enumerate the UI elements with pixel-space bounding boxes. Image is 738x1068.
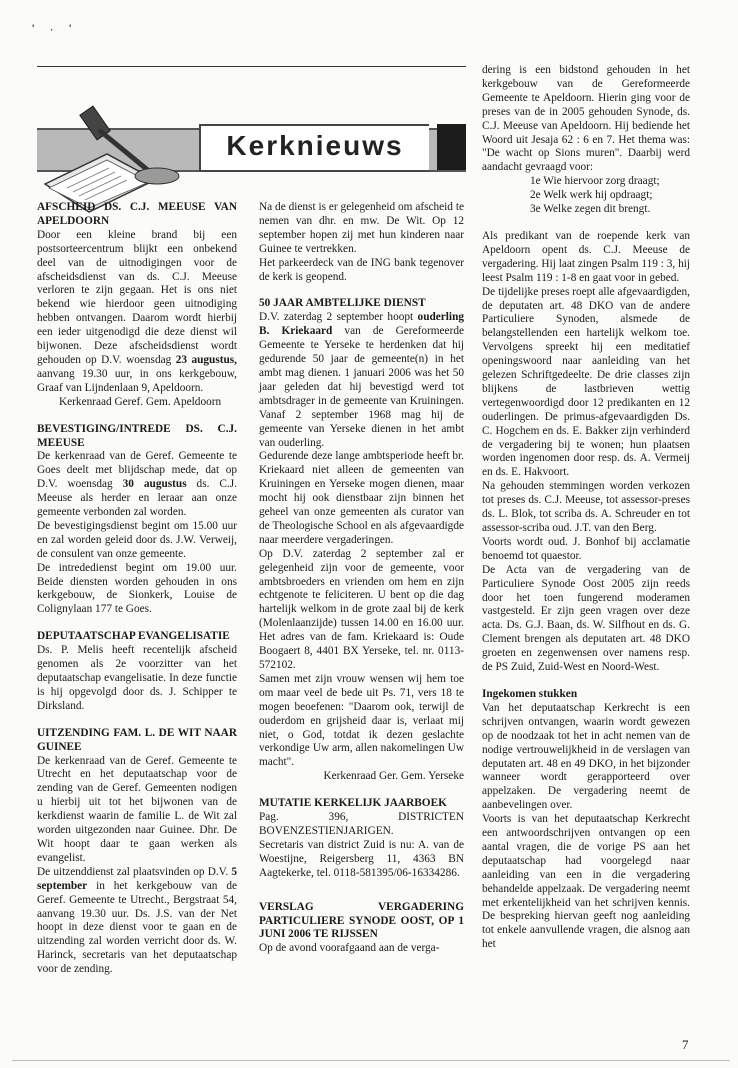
paragraph: De intrededienst begint om 19.00 uur. Beide diensten worden gehouden in ons kerkgebouw, de Sionkerk, Louise de Colignylaan 177 te Goes. (37, 561, 237, 616)
text-bold: 23 augustus, (175, 353, 237, 366)
heading-deputaatschap: DEPUTAATSCHAP EVANGELISATIE (37, 630, 230, 643)
banner-title: Kerknieuws (226, 130, 404, 161)
text: in het kerkgebouw van de Geref. Gemeente te Utrecht., Bergstraat 54, aanvang 19.30 uur. Ds. J.S. van der Net hoopt in deze dienst voor te gaan en de uitzending zal worden verricht door ds. W. Harinck, secretaris van het deputaatschap voor de zending. (37, 879, 237, 976)
column-1 (37, 201, 237, 977)
section-banner (37, 84, 466, 214)
heading-verslag: VERSLAG VERGADERING PARTICULIERE SYNODE OOST, OP 1 JUNI 2006 TE RIJSSEN (259, 900, 464, 941)
text-bold: ouderling B. Kriekaard (259, 311, 464, 338)
list-item: 1e Wie hiervoor zorg draagt; (530, 175, 660, 188)
text: aanvang 19.30 uur, in ons kerkgebouw, Graaf van Lijndenlaan 9, Apeldoorn. (37, 367, 237, 394)
paragraph: Op D.V. zaterdag 2 september zal er gelegenheid zijn voor de gemeente, voor ambtsbroeders en vrienden om hem en zijn echtgenote te feliciteren. U bent op die dag hartelijk welkom in de grote zaal bij de kerk (Molenlaanzijde) tussen 14.00 en 16.00 uur. Het adres van de fam. Kriekaard is: Oude Boogaert 8, 4401 BX Yerseke, tel. nr. 0113-572102. (259, 547, 464, 671)
paragraph: Secretaris van district Zuid is nu: A. van de Woestijne, Reigersberg 11, 4363 BN Aagtekerke, tel. 0118-581395/06-16334286. (259, 838, 464, 879)
list-item: 3e Welke zegen dit brengt. (530, 203, 651, 216)
text: van de Gereformeerde Gemeente te Yerseke te herdenken dat hij gedurende 50 jaar de gemeente(n) in het ambt mag dienen. 1 januari 2006 was het 50 jaar geleden dat hij bevestigd werd tot ambtsdrager in de gemeente van Kruiningen. Vanaf 2 september 1968 mag hij de gemeente van Yerseke dienen in het ambt van ouderling. (259, 325, 464, 449)
paragraph: dering is een bidstond gehouden in het kerkgebouw van de Gereformeerde Gemeente te Apeldoorn. Hierin ging voor de preses van de in 2005 gehouden Synode, ds. C.J. Meeuse van Apeldoorn. Hij bediende het Woord uit Jesaja 62 : 6 en 7. Het thema was: "De wacht op Sions muren". Daarbij werd aandacht gevraagd voor: (482, 64, 690, 174)
heading-afscheid: AFSCHEID DS. C.J. MEEUSE VAN APELDOORN (37, 201, 237, 227)
text: Door een kleine brand bij een postsorteercentrum blijkt een onbekend deel van de uitnodigingen voor de afscheidsdienst van ds. C.J. Meeuse verloren te zijn gegaan. Het is ons niet bekend wie hierdoor geen uitnodiging hebben ontvangen. Daarom wordt hierbij een ieder uitgenodigd die deze dienst wil bijwonen. Deze afscheidsdienst wordt gehouden op D.V. woensdag (37, 228, 237, 366)
banner-title-box (199, 124, 429, 172)
text: D.V. zaterdag 2 september hoopt (259, 311, 418, 324)
paragraph (37, 229, 237, 396)
paragraph: Pag. 396, DISTRICTEN BOVENZESTIENJARIGEN. (259, 811, 464, 837)
text: De kerkenraad van de Geref. Gemeente te Goes deelt met blijdschap mede, dat op D.V. woensdag (37, 450, 237, 491)
text-bold: 5 september (37, 865, 237, 892)
list-item: 2e Welk werk hij opdraagt; (530, 189, 653, 202)
text: De uitzenddienst zal plaatsvinden op D.V. (37, 865, 232, 878)
paragraph: De Acta van de vergadering van de Particuliere Synode Oost 2005 zijn reeds door het toen fungerend moderamen vastgesteld. Er zijn geen vragen over deze acta. Ds. G.J. Baan, ds. W. Silfhout en ds. G. Clement brengen als deputaten art. 48 DKO groeten en zegenwensen over namens resp. de PS Zuid, Zuid-West en Noord-West. (482, 563, 690, 674)
paragraph: Gedurende deze lange ambtsperiode heeft br. Kriekaard niet alleen de gemeenten van Kruiningen en Yerseke mogen dienen, maar mocht hij ook dienstbaar zijn binnen het geheel van onze gemeenten als curator van de Theologische School en als afgevaardigde naar meerdere vergaderingen. (259, 450, 464, 546)
heading-50-jaar: 50 JAAR AMBTELIJKE DIENST (259, 297, 426, 310)
text-bold: 30 augustus (122, 478, 187, 491)
text: ds. C.J. Meeuse als herder en leraar aan onze gemeente verbonden zal worden. (37, 478, 237, 519)
paragraph: Het parkeerdeck van de ING bank tegenover de kerk is geopend. (259, 256, 464, 283)
signature: Kerkenraad Ger. Gem. Yerseke (323, 770, 464, 783)
paragraph (37, 450, 237, 520)
paragraph: Na gehouden stemmingen worden verkozen tot preses ds. C.J. Meeuse, tot assessor-preses ds. L. Blok, tot scriba ds. A. Schreuder en tot assessor-scriba oud. J.T. van den Berg. (482, 480, 690, 534)
paragraph: De tijdelijke preses roept alle afgevaardigden, de deputaten art. 48 DKO van de andere Particuliere Synoden, alsmede de belangstellenden een hartelijk welkom toe. Vervolgens spreekt hij een meditatief openingswoord naar aanleiding van het gelezen Schriftgedeelte. De drie classes zijn blijkens de lastbrieven wettig vertegenwoordigd door 12 predikanten en 12 ouderlingen. De primus-afgevaardigden Ds. C. Hogchem en ds. E. Bakker zijn verhinderd de vergadering bij te wonen; hun plaatsen worden ingenomen door resp. ds. A. Vermeij en ds. E. Hakvoort. (482, 285, 690, 479)
banner-square (437, 124, 466, 170)
bottom-rule (12, 1060, 730, 1061)
paragraph: Op de avond voorafgaand aan de verga- (259, 942, 440, 955)
paragraph: Van het deputaatschap Kerkrecht is een schrijven ontvangen, waarin wordt gewezen op de noodzaak tot het in acht nemen van de nodige vertrouwelijkheid in de verslagen van deputaten art. 48 en 49 DKO, in het bijzonder wanneer wordt gerapporteerd over appelzaken. De vergadering neemt de aanbevelingen over. (482, 701, 690, 812)
paragraph (259, 311, 464, 450)
paragraph: Ds. P. Melis heeft recentelijk afscheid genomen als 2e voorzitter van het deputaatschap evangelisatie. In deze functie is hij opgevolgd door ds. J. Schipper te Dirksland. (37, 644, 237, 712)
heading-bevestiging: BEVESTIGING/INTREDE DS. C.J. MEEUSE (37, 422, 237, 449)
paragraph: Samen met zijn vrouw wensen wij hem toe om maar veel de bede uit Ps. 71, vers 18 te mogen beoefenen: "Daarom ook, terwijl de ouderdom en grijsheid daar is, verlaat mij niet, o God, totdat ik dezen geslachte verkondige Uw arm, allen nakomelingen Uw macht". (259, 672, 464, 769)
paragraph: De kerkenraad van de Geref. Gemeente te Utrecht en het deputaatschap voor de zending van de Geref. Gemeenten nodigen u hierbij uit tot het bijwonen van de kerkdienst waarin de familie L. de Wit zal worden uitgezonden naar Guinee. Dhr. De Wit hoopt daar te gaan werken als evangelist. (37, 754, 237, 864)
column-3 (482, 64, 690, 952)
heading-mutatie: MUTATIE KERKELIJK JAARBOEK (259, 797, 447, 810)
column-2 (259, 201, 464, 956)
top-rule (37, 66, 466, 67)
page-number: 7 (682, 1037, 689, 1052)
gavel-book-icon (37, 84, 197, 214)
heading-uitzending: UITZENDING FAM. L. DE WIT NAAR GUINEE (37, 726, 237, 753)
paragraph (37, 866, 237, 977)
signature: Kerkenraad Geref. Gem. Apeldoorn (59, 395, 222, 408)
paragraph: Voorts is van het deputaatschap Kerkrecht een antwoordschrijven ontvangen op een aantal vragen, die de vorige PS aan het deputaatschap had voorgelegd naar aanleiding van een in die vergadering behandelde appelzaak. De vergadering neemt met erkentelijkheid van het schrijven kennis. De bespreking hiervan geeft nog aanleiding tot enkele aanvullende vragen, die alsnog aan het (482, 813, 690, 951)
paragraph: Als predikant van de roepende kerk van Apeldoorn opent ds. C.J. Meeuse de vergadering. Hij laat zingen Psalm 119 : 3, hij leest Psalm 119 : 1-8 en gaat voor in gebed. (482, 229, 690, 284)
heading-ingekomen: Ingekomen stukken (482, 687, 578, 700)
paragraph: Voorts wordt oud. J. Bonhof bij acclamatie benoemd tot quaestor. (482, 535, 690, 562)
paragraph: Na de dienst is er gelegenheid om afscheid te nemen van dhr. en mw. De Wit. Op 12 september hopen zij met hun kinderen naar Guinee te vertrekken. (259, 201, 464, 255)
paragraph: De bevestigingsdienst begint om 15.00 uur en zal worden geleid door ds. J.W. Verweij, de consulent van onze gemeente. (37, 519, 237, 560)
corner-marks: ' · ' (32, 22, 78, 36)
